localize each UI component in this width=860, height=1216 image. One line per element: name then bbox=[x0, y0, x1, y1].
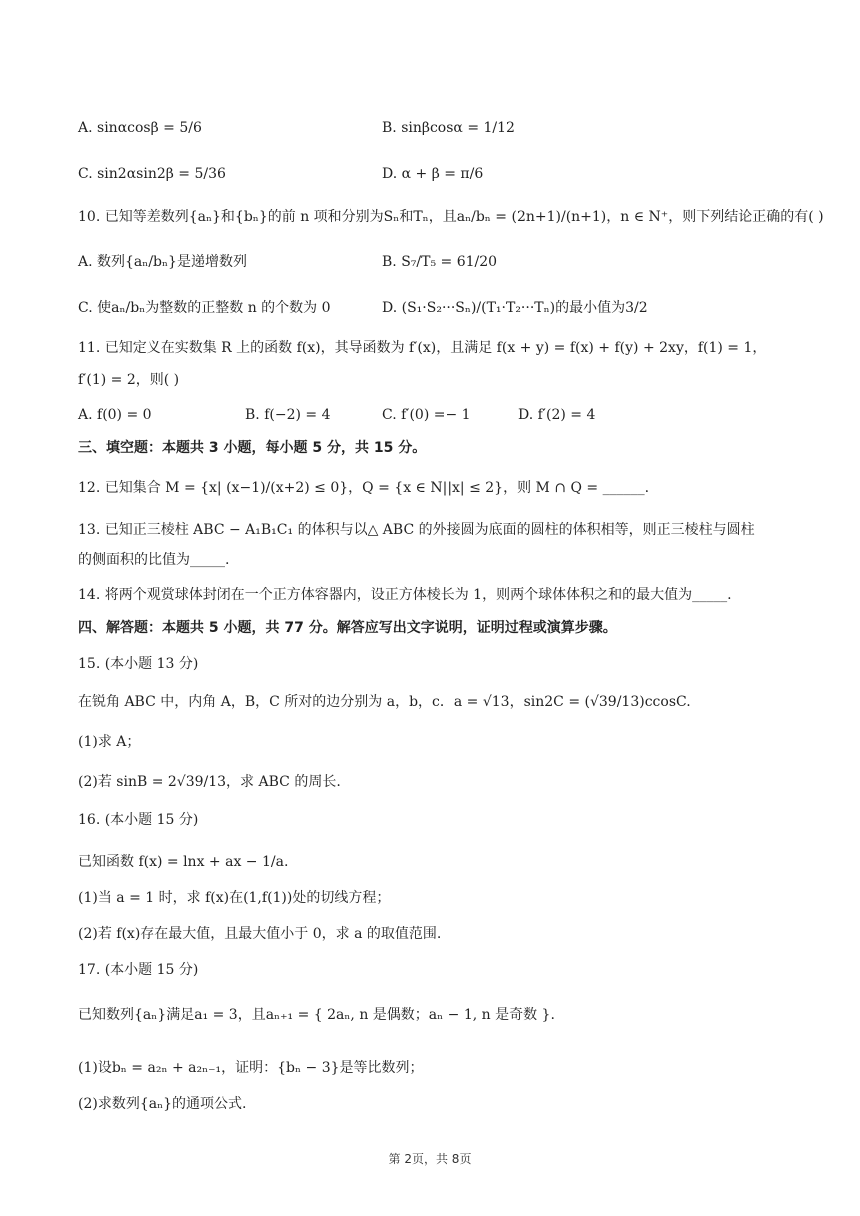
q11-stem-line1: 11. 已知定义在实数集 R 上的函数 f(x)，其导函数为 f′(x)，且满足 f(x + y) = f(x) + f(y) + 2xy，f(1) = 1， bbox=[78, 340, 767, 356]
q16-part1: (1)当 a = 1 时，求 f(x)在(1,f(1))处的切线方程； bbox=[78, 890, 391, 906]
q17-title: 17. (本小题 15 分) bbox=[78, 962, 199, 978]
q11-option-d: D. f′(2) = 4 bbox=[518, 407, 596, 423]
section-4-heading: 四、解答题：本题共 5 小题，共 77 分。解答应写出文字说明，证明过程或演算步骤。 bbox=[78, 620, 617, 636]
q10-option-d: D. (S₁·S₂···Sₙ)/(T₁·T₂···Tₙ)的最小值为3/2 bbox=[382, 300, 648, 316]
section-3-heading: 三、填空题：本题共 3 小题，每小题 5 分，共 15 分。 bbox=[78, 440, 427, 456]
q15-stem: 在锐角 ABC 中，内角 A，B，C 所对的边分别为 a，b，c．a = √13，sin2C = (√39/13)ccosC. bbox=[78, 694, 691, 710]
page-footer: 第 2页，共 8页 bbox=[388, 1152, 472, 1166]
q11-stem-line2: f′(1) = 2，则( ) bbox=[78, 372, 180, 388]
q16-part2: (2)若 f(x)存在最大值，且最大值小于 0，求 a 的取值范围. bbox=[78, 926, 442, 942]
q10-stem: 10. 已知等差数列{aₙ}和{bₙ}的前 n 项和分别为Sₙ和Tₙ，且aₙ/bₙ = (2n+1)/(n+1)，n ∈ N⁺，则下列结论正确的有( ) bbox=[78, 209, 824, 225]
q15-part1: (1)求 A； bbox=[78, 734, 141, 750]
q13-line1: 13. 已知正三棱柱 ABC − A₁B₁C₁ 的体积与以△ ABC 的外接圆为底面的圆柱的体积相等，则正三棱柱与圆柱 bbox=[78, 522, 755, 538]
q13-line2: 的侧面积的比值为_____. bbox=[78, 552, 230, 568]
q15-title: 15. (本小题 13 分) bbox=[78, 656, 199, 672]
q16-stem: 已知函数 f(x) = lnx + ax − 1/a. bbox=[78, 854, 289, 870]
q10-option-c: C. 使aₙ/bₙ为整数的正整数 n 的个数为 0 bbox=[78, 300, 331, 316]
q11-option-a: A. f(0) = 0 bbox=[78, 407, 152, 423]
q11-option-b: B. f(−2) = 4 bbox=[245, 407, 331, 423]
q9-option-b: B. sinβcosα = 1/12 bbox=[382, 120, 515, 136]
q11-option-c: C. f′(0) =− 1 bbox=[382, 407, 471, 423]
q15-part2: (2)若 sinB = 2√39/13，求 ABC 的周长. bbox=[78, 774, 341, 790]
question-12: 12. 已知集合 M = {x| (x−1)/(x+2) ≤ 0}，Q = {x ∈ N||x| ≤ 2}，则 M ∩ Q = ______. bbox=[78, 480, 650, 496]
q17-part1: (1)设bₙ = a₂ₙ + a₂ₙ₋₁，证明：{bₙ − 3}是等比数列； bbox=[78, 1060, 424, 1076]
q17-stem: 已知数列{aₙ}满足a₁ = 3，且aₙ₊₁ = { 2aₙ, n 是偶数；aₙ − 1, n 是奇数 }. bbox=[78, 1007, 555, 1023]
q10-option-b: B. S₇/T₅ = 61/20 bbox=[382, 254, 498, 270]
q16-title: 16. (本小题 15 分) bbox=[78, 812, 199, 828]
q9-option-a: A. sinαcosβ = 5/6 bbox=[78, 120, 202, 136]
q10-option-a: A. 数列{aₙ/bₙ}是递增数列 bbox=[78, 254, 247, 270]
question-14: 14. 将两个观赏球体封闭在一个正方体容器内，设正方体棱长为 1，则两个球体体积之和的最大值为_____. bbox=[78, 587, 732, 603]
q17-part2: (2)求数列{aₙ}的通项公式. bbox=[78, 1096, 247, 1112]
q9-option-c: C. sin2αsin2β = 5/36 bbox=[78, 166, 226, 182]
q9-option-d: D. α + β = π/6 bbox=[382, 166, 484, 182]
